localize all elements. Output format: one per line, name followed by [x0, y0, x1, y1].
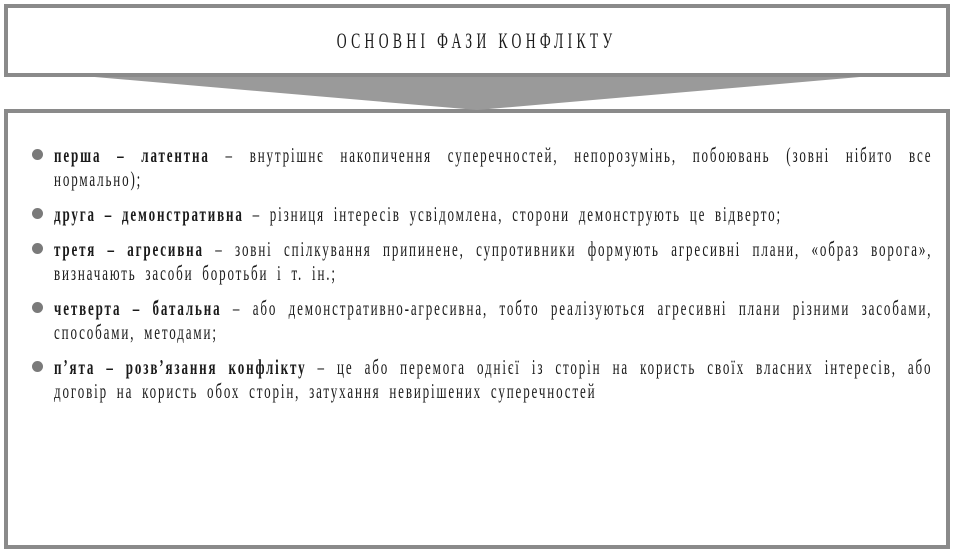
phase-text	[54, 143, 932, 191]
phases-box	[4, 109, 950, 549]
phase-item-5	[8, 355, 946, 403]
phase-term: четверта – батальна	[54, 296, 222, 320]
phase-term: друга – демонстративна	[54, 202, 244, 226]
phase-term: п’ята – розв’язання конфлікту	[54, 355, 307, 379]
phase-item-4	[8, 296, 946, 344]
funnel-connector	[0, 74, 955, 114]
phase-item-1	[8, 143, 946, 191]
phase-desc: – або демонстративно-агресивна, тобто реалізуються агресивні плани різними засобами, способами, методами;	[54, 296, 933, 344]
phase-item-2	[8, 202, 946, 226]
phase-term: третя – агресивна	[54, 237, 204, 261]
phase-desc: – зовні спілкування припинене, супротивники формують агресивні плани, «образ ворога», визначають засоби боротьби і т. ін.;	[54, 237, 933, 285]
bullet-icon	[32, 361, 43, 372]
phase-desc: – внутрішнє накопичення суперечностей, непорозумінь, побоювань (зовні нібито все нормально);	[54, 143, 933, 191]
header-box	[4, 4, 950, 77]
phase-item-3	[8, 237, 946, 285]
bullet-icon	[32, 149, 43, 160]
phase-desc: – різниця інтересів усвідомлена, сторони демонструють це відверто;	[243, 202, 783, 226]
phases-list	[8, 143, 946, 403]
phase-text	[54, 202, 932, 226]
phase-text	[54, 237, 932, 285]
funnel-shape	[60, 74, 895, 110]
phase-term: перша – латентна	[54, 143, 210, 167]
bullet-icon	[32, 302, 43, 313]
header-title: ОСНОВНІ ФАЗИ КОНФЛІКТУ	[337, 27, 617, 53]
phase-desc: – це або перемога однієї із сторін на користь своїх власних інтересів, або договір на користь обох сторін, затухання невирішених суперечностей	[54, 355, 933, 403]
phase-text	[54, 355, 932, 403]
bullet-icon	[32, 208, 43, 219]
bullet-icon	[32, 243, 43, 254]
phase-text	[54, 296, 932, 344]
